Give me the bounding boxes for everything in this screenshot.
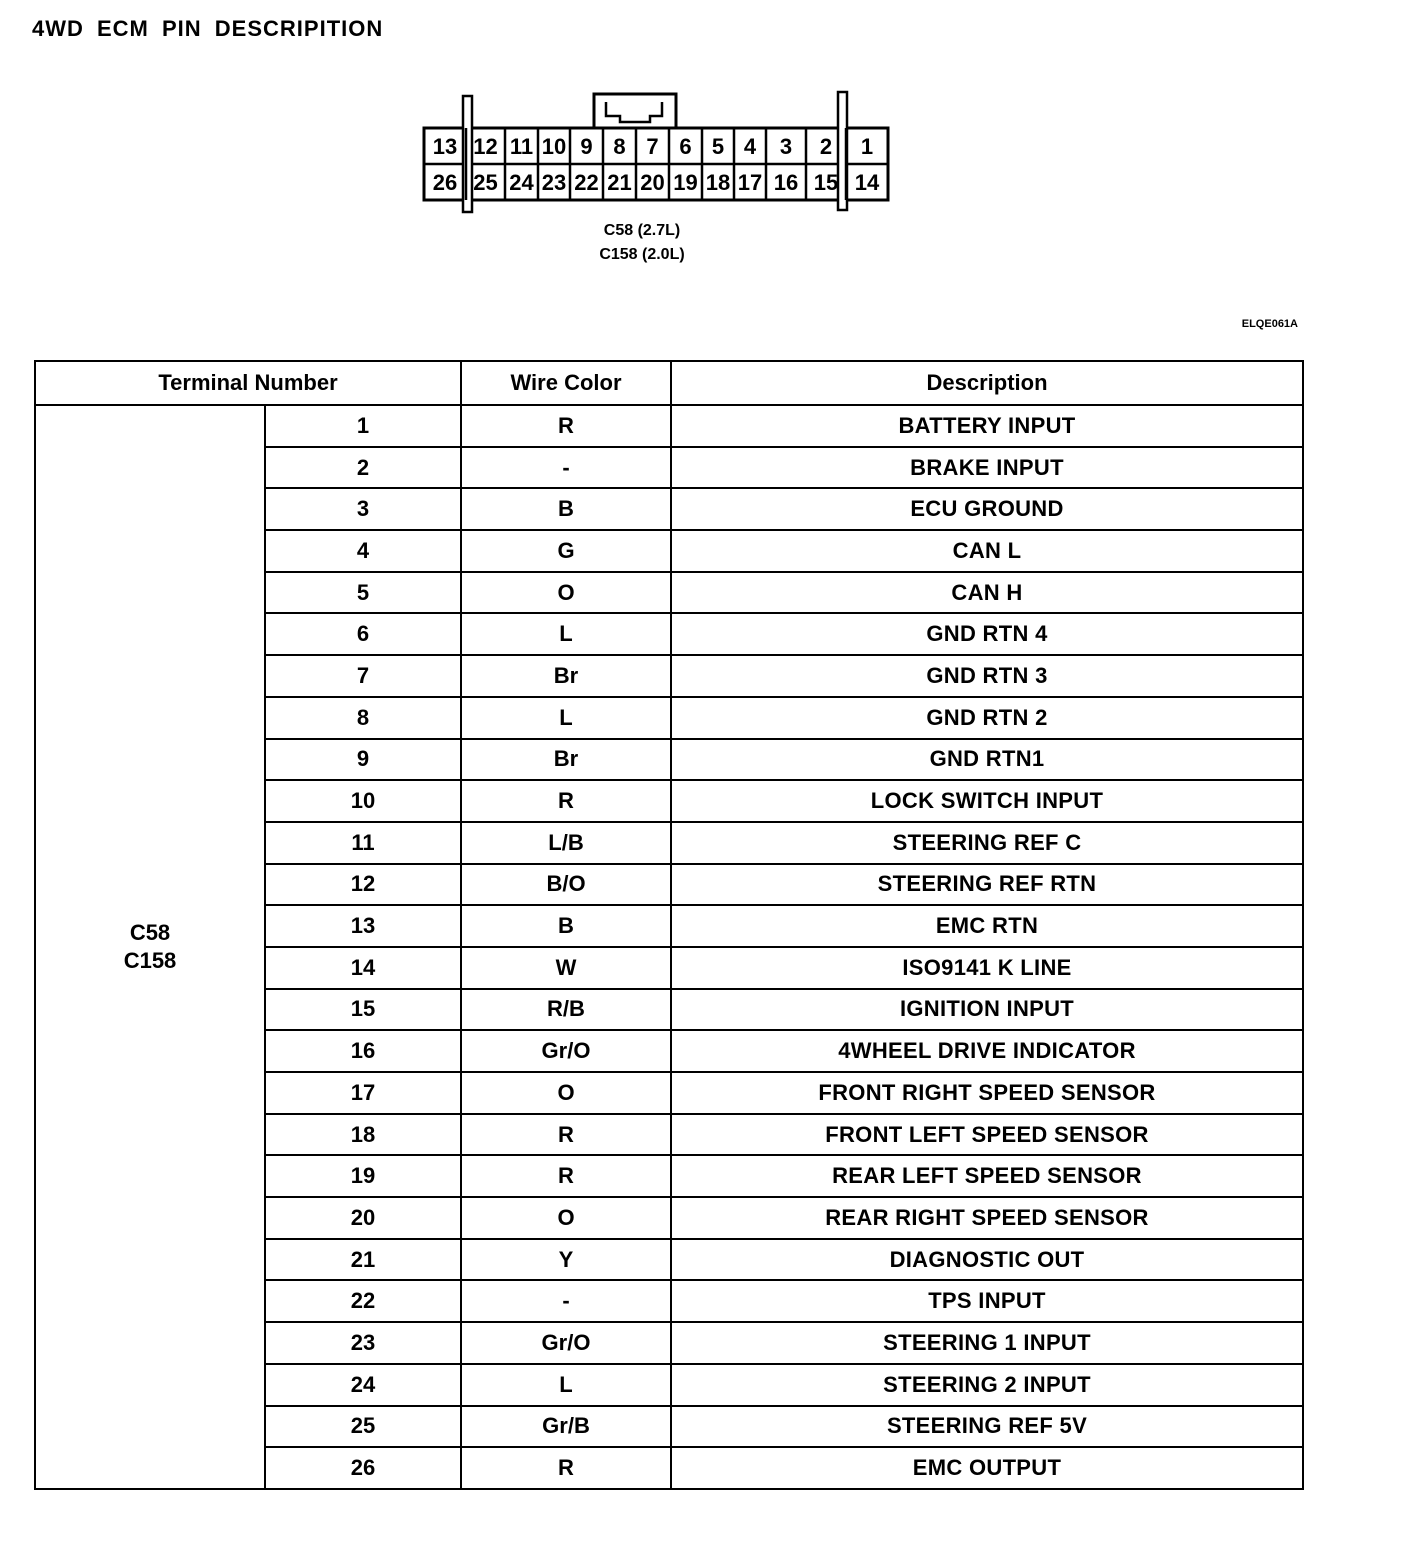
wire-color-cell: Y bbox=[461, 1239, 671, 1281]
description-cell: STEERING 2 INPUT bbox=[671, 1364, 1303, 1406]
terminal-number-cell: 10 bbox=[265, 780, 461, 822]
connector-pin: 26 bbox=[432, 170, 458, 195]
wire-color-cell: O bbox=[461, 1072, 671, 1114]
connector-pin: 19 bbox=[673, 170, 698, 195]
terminal-number-cell: 8 bbox=[265, 697, 461, 739]
description-cell: DIAGNOSTIC OUT bbox=[671, 1239, 1303, 1281]
connector-pin: 23 bbox=[541, 170, 567, 195]
connector-pin: 11 bbox=[509, 134, 534, 159]
terminal-number-cell: 19 bbox=[265, 1155, 461, 1197]
description-cell: STEERING REF 5V bbox=[671, 1406, 1303, 1448]
description-cell: BATTERY INPUT bbox=[671, 405, 1303, 447]
terminal-number-cell: 6 bbox=[265, 613, 461, 655]
connector-group-label: C58 bbox=[129, 919, 171, 945]
wire-color-cell: B/O bbox=[461, 864, 671, 906]
terminal-number-cell: 14 bbox=[265, 947, 461, 989]
connector-pin: 20 bbox=[640, 170, 665, 195]
wire-color-cell: Br bbox=[461, 739, 671, 781]
wire-color-cell: R/B bbox=[461, 989, 671, 1031]
terminal-number-cell: 25 bbox=[265, 1406, 461, 1448]
terminal-number-cell: 11 bbox=[265, 822, 461, 864]
wire-color-cell: R bbox=[461, 1155, 671, 1197]
description-cell: CAN L bbox=[671, 530, 1303, 572]
connector-pin: 22 bbox=[574, 170, 599, 195]
wire-color-cell: L bbox=[461, 697, 671, 739]
description-cell: TPS INPUT bbox=[671, 1280, 1303, 1322]
table-row bbox=[35, 405, 1303, 447]
description-cell: LOCK SWITCH INPUT bbox=[671, 780, 1303, 822]
description-cell: ECU GROUND bbox=[671, 488, 1303, 530]
terminal-number-cell: 12 bbox=[265, 864, 461, 906]
figure-code: ELQE061A bbox=[1241, 318, 1298, 330]
wire-color-cell: Gr/B bbox=[461, 1406, 671, 1448]
terminal-number-cell: 22 bbox=[265, 1280, 461, 1322]
connector-pin: 1 bbox=[860, 134, 874, 159]
terminal-number-cell: 3 bbox=[265, 488, 461, 530]
wire-color-cell: B bbox=[461, 488, 671, 530]
terminal-number-cell: 9 bbox=[265, 739, 461, 781]
connector-pin: 17 bbox=[737, 170, 763, 195]
terminal-number-cell: 17 bbox=[265, 1072, 461, 1114]
terminal-number-cell: 20 bbox=[265, 1197, 461, 1239]
description-cell: REAR LEFT SPEED SENSOR bbox=[671, 1155, 1303, 1197]
description-cell: EMC RTN bbox=[671, 905, 1303, 947]
terminal-number-cell: 13 bbox=[265, 905, 461, 947]
description-cell: 4WHEEL DRIVE INDICATOR bbox=[671, 1030, 1303, 1072]
description-cell: CAN H bbox=[671, 572, 1303, 614]
description-cell: GND RTN 2 bbox=[671, 697, 1303, 739]
description-cell: STEERING REF C bbox=[671, 822, 1303, 864]
terminal-number-cell: 5 bbox=[265, 572, 461, 614]
description-cell: ISO9141 K LINE bbox=[671, 947, 1303, 989]
wire-color-cell: W bbox=[461, 947, 671, 989]
description-cell: FRONT RIGHT SPEED SENSOR bbox=[671, 1072, 1303, 1114]
description-cell: EMC OUTPUT bbox=[671, 1447, 1303, 1489]
table-header-row bbox=[35, 361, 1303, 405]
wire-color-cell: L/B bbox=[461, 822, 671, 864]
connector-pin: 7 bbox=[646, 134, 659, 159]
connector-pin: 10 bbox=[541, 134, 567, 159]
wire-color-cell: O bbox=[461, 572, 671, 614]
connector-pin: 14 bbox=[854, 170, 880, 195]
pin-description-table bbox=[34, 360, 1304, 1490]
wire-color-cell: R bbox=[461, 1114, 671, 1156]
connector-pin: 15 bbox=[813, 170, 839, 195]
terminal-number-cell: 2 bbox=[265, 447, 461, 489]
terminal-number-cell: 16 bbox=[265, 1030, 461, 1072]
header-description: Description bbox=[671, 361, 1303, 405]
connector-label-c158: C158 (2.0L) bbox=[599, 246, 685, 263]
terminal-number-cell: 24 bbox=[265, 1364, 461, 1406]
terminal-number-cell: 26 bbox=[265, 1447, 461, 1489]
terminal-number-cell: 15 bbox=[265, 989, 461, 1031]
terminal-number-cell: 21 bbox=[265, 1239, 461, 1281]
description-cell: BRAKE INPUT bbox=[671, 447, 1303, 489]
wire-color-cell: G bbox=[461, 530, 671, 572]
wire-color-cell: O bbox=[461, 1197, 671, 1239]
page-title: 4WD ECM PIN DESCRIPITION bbox=[32, 16, 384, 41]
connector-pin: 8 bbox=[613, 134, 626, 159]
description-cell: STEERING 1 INPUT bbox=[671, 1322, 1303, 1364]
connector-pin: 18 bbox=[705, 170, 731, 195]
connector-pin: 24 bbox=[509, 170, 534, 195]
header-wire-color: Wire Color bbox=[461, 361, 671, 405]
terminal-number-cell: 23 bbox=[265, 1322, 461, 1364]
wire-color-cell: R bbox=[461, 1447, 671, 1489]
description-cell: GND RTN1 bbox=[671, 739, 1303, 781]
connector-pin: 6 bbox=[679, 134, 692, 159]
terminal-number-cell: 4 bbox=[265, 530, 461, 572]
connector-pin: 21 bbox=[607, 170, 632, 195]
wire-color-cell: - bbox=[461, 1280, 671, 1322]
wire-color-cell: B bbox=[461, 905, 671, 947]
connector-pin: 3 bbox=[779, 134, 793, 159]
wire-color-cell: Br bbox=[461, 655, 671, 697]
connector-pin: 13 bbox=[432, 134, 458, 159]
description-cell: STEERING REF RTN bbox=[671, 864, 1303, 906]
connector-pin: 16 bbox=[773, 170, 799, 195]
connector-label-c58: C58 (2.7L) bbox=[603, 222, 681, 239]
wire-color-cell: R bbox=[461, 405, 671, 447]
description-cell: REAR RIGHT SPEED SENSOR bbox=[671, 1197, 1303, 1239]
wire-color-cell: Gr/O bbox=[461, 1322, 671, 1364]
description-cell: IGNITION INPUT bbox=[671, 989, 1303, 1031]
connector-pin: 12 bbox=[473, 134, 498, 159]
connector-pin: 25 bbox=[473, 170, 498, 195]
wire-color-cell: L bbox=[461, 1364, 671, 1406]
connector-pin: 2 bbox=[819, 134, 833, 159]
wire-color-cell: R bbox=[461, 780, 671, 822]
connector-group-cell bbox=[35, 405, 265, 1489]
wire-color-cell: L bbox=[461, 613, 671, 655]
header-terminal-number: Terminal Number bbox=[35, 361, 461, 405]
terminal-number-cell: 1 bbox=[265, 405, 461, 447]
description-cell: FRONT LEFT SPEED SENSOR bbox=[671, 1114, 1303, 1156]
wire-color-cell: Gr/O bbox=[461, 1030, 671, 1072]
connector-pin: 5 bbox=[711, 134, 725, 159]
connector-pin: 9 bbox=[580, 134, 593, 159]
description-cell: GND RTN 4 bbox=[671, 613, 1303, 655]
description-cell: GND RTN 3 bbox=[671, 655, 1303, 697]
terminal-number-cell: 7 bbox=[265, 655, 461, 697]
connector-pin: 4 bbox=[743, 134, 757, 159]
connector-group-label: C158 bbox=[123, 947, 177, 973]
wire-color-cell: - bbox=[461, 447, 671, 489]
terminal-number-cell: 18 bbox=[265, 1114, 461, 1156]
